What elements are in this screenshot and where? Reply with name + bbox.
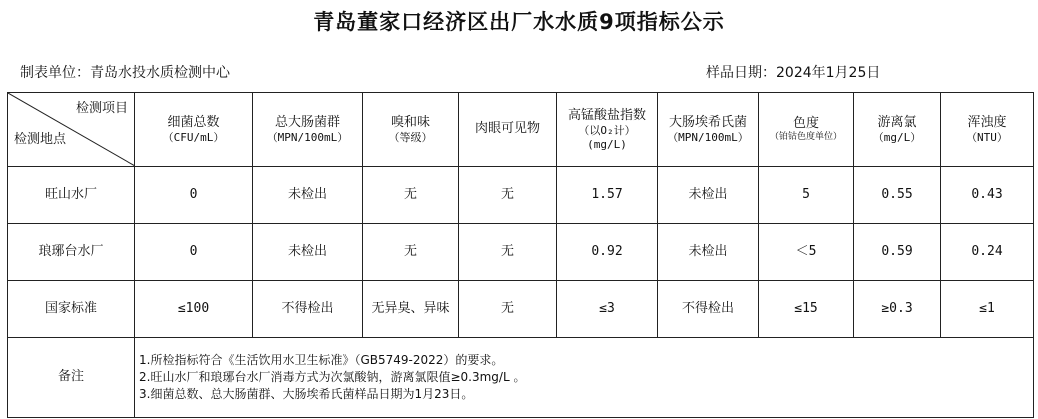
value-cell: ≤1	[941, 281, 1034, 338]
remark-line: 3.细菌总数、总大肠菌群、大肠埃希氏菌样品日期为1月23日。	[139, 386, 474, 401]
remarks-label: 备注	[8, 338, 135, 418]
value-cell: ≥0.3	[854, 281, 941, 338]
value-cell: 无异臭、异味	[363, 281, 459, 338]
sample-date: 样品日期：2024年1月25日	[706, 65, 881, 81]
value-cell: 无	[363, 167, 459, 224]
column-header: 肉眼可见物	[459, 93, 557, 167]
column-header: 浑浊度 （NTU）	[941, 93, 1034, 167]
corner-item-label: 检测项目	[75, 101, 128, 116]
remark-line: 2.旺山水厂和琅琊台水厂消毒方式为次氯酸钠，游离氯限值≥0.3mg/L 。	[139, 370, 526, 385]
value-cell: 无	[459, 167, 557, 224]
remarks-content	[135, 338, 1034, 418]
value-cell: 未检出	[658, 224, 759, 281]
table-row	[8, 281, 1034, 338]
site-cell: 琅琊台水厂	[8, 224, 135, 281]
column-header: 色度 （铂钴色度单位）	[759, 93, 854, 167]
value-cell: 不得检出	[253, 281, 363, 338]
value-cell: ＜5	[759, 224, 854, 281]
value-cell: ≤15	[759, 281, 854, 338]
column-header: 游离氯 （mg/L）	[854, 93, 941, 167]
value-cell: 0.59	[854, 224, 941, 281]
column-header: 高锰酸盐指数 （以O₂计） (mg/L)	[557, 93, 658, 167]
value-cell: 0	[135, 224, 253, 281]
column-header: 嗅和味 （等级）	[363, 93, 459, 167]
value-cell: ≤3	[557, 281, 658, 338]
table-row	[8, 224, 1034, 281]
remark-line: 1.所检指标符合《生活饮用水卫生标准》（GB5749-2022）的要求。	[139, 353, 504, 368]
value-cell: 0.92	[557, 224, 658, 281]
value-cell: 未检出	[658, 167, 759, 224]
value-cell: 0.55	[854, 167, 941, 224]
site-cell: 国家标准	[8, 281, 135, 338]
value-cell: 0.24	[941, 224, 1034, 281]
value-cell: 无	[459, 224, 557, 281]
value-cell: 0.43	[941, 167, 1034, 224]
issuing-unit: 制表单位：青岛水投水质检测中心	[20, 65, 230, 81]
value-cell: 0	[135, 167, 253, 224]
remarks-row	[8, 338, 1034, 418]
value-cell: 5	[759, 167, 854, 224]
water-quality-table	[7, 92, 1034, 418]
value-cell: 不得检出	[658, 281, 759, 338]
value-cell: 1.57	[557, 167, 658, 224]
column-header: 细菌总数 （CFU/mL）	[135, 93, 253, 167]
column-header: 大肠埃希氏菌 （MPN/100mL）	[658, 93, 759, 167]
corner-header-cell	[8, 93, 135, 167]
site-cell: 旺山水厂	[8, 167, 135, 224]
column-header: 总大肠菌群 （MPN/100mL）	[253, 93, 363, 167]
page-title: 青岛董家口经济区出厂水水质9项指标公示	[313, 10, 725, 34]
value-cell: 无	[363, 224, 459, 281]
value-cell: 未检出	[253, 224, 363, 281]
corner-site-label: 检测地点	[14, 131, 67, 147]
value-cell: 无	[459, 281, 557, 338]
table-row	[8, 167, 1034, 224]
header-row	[8, 93, 1034, 167]
value-cell: ≤100	[135, 281, 253, 338]
value-cell: 未检出	[253, 167, 363, 224]
